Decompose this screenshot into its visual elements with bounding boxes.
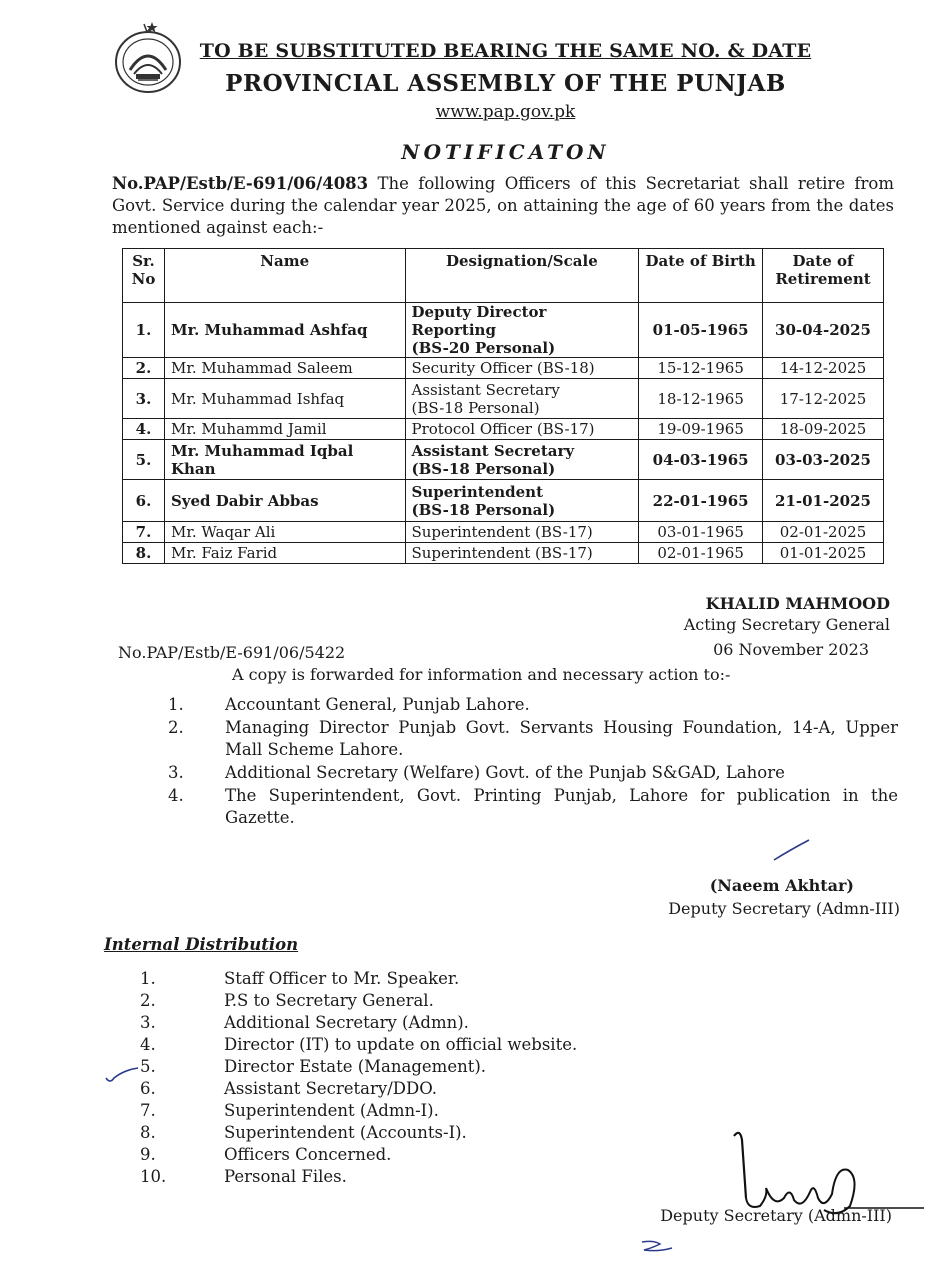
list-item: 4. The Superintendent, Govt. Printing Punjab, Lahore for publication in the Gazette. xyxy=(168,786,898,827)
table-row: 4. Mr. Muhammd Jamil Protocol Officer (BS-17) 19-09-1965 18-09-2025 xyxy=(123,419,884,440)
substitute-notice: TO BE SUBSTITUTED BEARING THE SAME NO. & DATE xyxy=(199,40,812,62)
header-date-of-birth: Date of Birth xyxy=(639,249,763,303)
internal-distribution-title: Internal Distribution xyxy=(104,935,299,954)
intro-text: The following Officers of this Secretariat shall retire from Govt. Service during the calendar year 2025, on attaining the age of 60 years from the dates mentioned against each:- xyxy=(112,174,894,237)
table-row: 7. Mr. Waqar Ali Superintendent (BS-17) 03-01-1965 02-01-2025 xyxy=(123,522,884,543)
list-item: 6. Assistant Secretary/DDO. xyxy=(140,1079,438,1098)
table-row: 6. Syed Dabir Abbas Superintendent (BS-18 Personal) 22-01-1965 21-01-2025 xyxy=(123,480,884,522)
notification-ref-no: No.PAP/Estb/E-691/06/4083 xyxy=(112,174,369,193)
internal-distribution-list xyxy=(140,968,577,1188)
copy-ref-no: No.PAP/Estb/E-691/06/5422 xyxy=(118,643,346,662)
signatory-1-designation: Acting Secretary General xyxy=(683,615,890,634)
list-item: 9. Officers Concerned. xyxy=(140,1145,392,1164)
retirement-table xyxy=(122,248,884,564)
scribble-mark xyxy=(640,1238,676,1256)
list-item: 1. Accountant General, Punjab Lahore. xyxy=(168,695,530,714)
table-row: 8. Mr. Faiz Farid Superintendent (BS-17) 02-01-1965 01-01-2025 xyxy=(123,543,884,564)
forward-text: A copy is forwarded for information and necessary action to:- xyxy=(232,665,731,684)
initial-stroke-mark xyxy=(772,838,812,864)
recipient-list xyxy=(168,694,898,830)
list-item: 8. Superintendent (Accounts-I). xyxy=(140,1123,467,1142)
list-item: 7. Superintendent (Admn-I). xyxy=(140,1101,439,1120)
document-title: NOTIFICATON xyxy=(401,140,610,164)
table-row: 3. Mr. Muhammad Ishfaq Assistant Secretary (BS-18 Personal) 18-12-1965 17-12-2025 xyxy=(123,379,884,419)
header-name: Name xyxy=(164,249,405,303)
header-sr-no: Sr. No xyxy=(123,249,165,303)
copy-date: 06 November 2023 xyxy=(713,640,869,659)
list-item: 2. P.S to Secretary General. xyxy=(140,991,434,1010)
table-header-row xyxy=(123,249,884,303)
organization-name: PROVINCIAL ASSEMBLY OF THE PUNJAB xyxy=(225,70,786,97)
website-link[interactable]: www.pap.gov.pk xyxy=(435,102,576,122)
intro-paragraph xyxy=(112,173,894,239)
tick-mark xyxy=(104,1066,140,1084)
signatory-3-designation: Deputy Secretary (Admn-III) xyxy=(660,1206,892,1225)
list-item: 3. Additional Secretary (Admn). xyxy=(140,1013,469,1032)
table-row: 2. Mr. Muhammad Saleem Security Officer (BS-18) 15-12-1965 14-12-2025 xyxy=(123,358,884,379)
signatory-2-designation: Deputy Secretary (Admn-III) xyxy=(668,899,900,918)
list-item: 2. Managing Director Punjab Govt. Servants Housing Foundation, 14-A, Upper Mall Scheme Lahore. xyxy=(168,718,898,759)
header-date-of-retirement: Date of Retirement xyxy=(763,249,884,303)
list-item: 10. Personal Files. xyxy=(140,1167,347,1186)
signatory-1-name: KHALID MAHMOOD xyxy=(705,594,890,613)
list-item: 1. Staff Officer to Mr. Speaker. xyxy=(140,969,460,988)
list-item: 5. Director Estate (Management). xyxy=(140,1057,487,1076)
table-row: 1. Mr. Muhammad Ashfaq Deputy Director Reporting (BS-20 Personal) 01-05-1965 30-04-2025 xyxy=(123,303,884,358)
table-row: 5. Mr. Muhammad Iqbal Khan Assistant Secretary (BS-18 Personal) 04-03-1965 03-03-2025 xyxy=(123,440,884,480)
signatory-2-name: (Naeem Akhtar) xyxy=(709,876,854,895)
list-item: 4. Director (IT) to update on official website. xyxy=(140,1035,578,1054)
list-item: 3. Additional Secretary (Welfare) Govt. of the Punjab S&GAD, Lahore xyxy=(168,763,785,782)
header-designation: Designation/Scale xyxy=(405,249,639,303)
